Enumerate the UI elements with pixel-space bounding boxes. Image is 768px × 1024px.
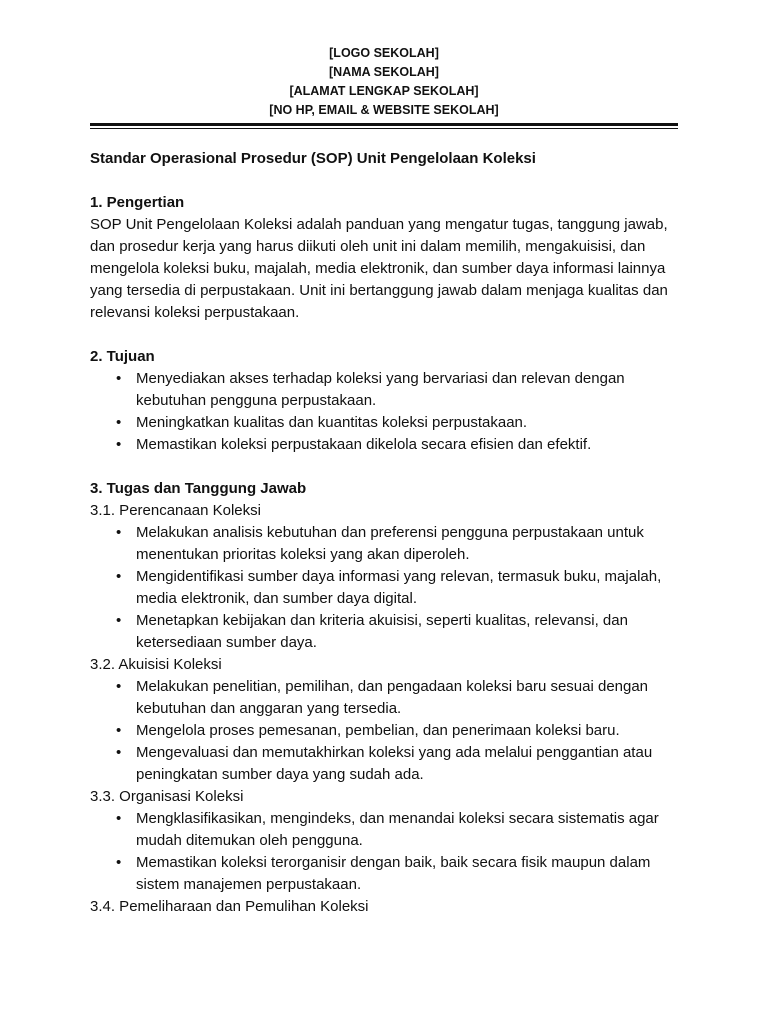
subsection-title-organisasi: 3.3. Organisasi Koleksi bbox=[90, 788, 244, 805]
list-item: • Meningkatkan kualitas dan kuantitas koleksi perpustakaan. bbox=[136, 412, 680, 434]
document-body bbox=[90, 148, 680, 918]
section-heading-pengertian: 1. Pengertian bbox=[90, 194, 185, 211]
letterhead bbox=[90, 44, 678, 120]
letterhead-divider-thick bbox=[90, 123, 678, 126]
organisasi-list bbox=[90, 808, 680, 896]
list-item: • Mengelola proses pemesanan, pembelian, dan penerimaan koleksi baru. bbox=[136, 720, 680, 742]
list-item: • Mengidentifikasi sumber daya informasi yang relevan, termasuk buku, majalah, media elektronik, dan sumber daya digital. bbox=[136, 566, 680, 610]
letterhead-school-name: [NAMA SEKOLAH] bbox=[329, 65, 439, 79]
subsection-title-pemeliharaan: 3.4. Pemeliharaan dan Pemulihan Koleksi bbox=[90, 898, 369, 915]
subsection-title-perencanaan: 3.1. Perencanaan Koleksi bbox=[90, 502, 261, 519]
list-item: • Memastikan koleksi terorganisir dengan baik, baik secara fisik maupun dalam sistem manajemen perpustakaan. bbox=[136, 852, 680, 896]
list-item: • Melakukan analisis kebutuhan dan preferensi pengguna perpustakaan untuk menentukan prioritas koleksi yang akan diperoleh. bbox=[136, 522, 680, 566]
letterhead-divider-thin bbox=[90, 128, 678, 129]
letterhead-address: [ALAMAT LENGKAP SEKOLAH] bbox=[289, 84, 479, 98]
list-item: • Menyediakan akses terhadap koleksi yang bervariasi dan relevan dengan kebutuhan pengguna perpustakaan. bbox=[136, 368, 680, 412]
perencanaan-list bbox=[90, 522, 680, 654]
list-item: • Menetapkan kebijakan dan kriteria akuisisi, seperti kualitas, relevansi, dan ketersediaan sumber daya. bbox=[136, 610, 680, 654]
tujuan-list bbox=[90, 368, 680, 456]
list-item: • Melakukan penelitian, pemilihan, dan pengadaan koleksi baru sesuai dengan kebutuhan dan anggaran yang tersedia. bbox=[136, 676, 680, 720]
section-heading-tugas: 3. Tugas dan Tanggung Jawab bbox=[90, 480, 307, 497]
list-item: • Mengevaluasi dan memutakhirkan koleksi yang ada melalui penggantian atau peningkatan sumber daya yang sudah ada. bbox=[136, 742, 680, 786]
letterhead-logo-placeholder: [LOGO SEKOLAH] bbox=[329, 46, 439, 60]
section-heading-tujuan: 2. Tujuan bbox=[90, 348, 155, 365]
list-item: • Mengklasifikasikan, mengindeks, dan menandai koleksi secara sistematis agar mudah ditemukan oleh pengguna. bbox=[136, 808, 680, 852]
document-title: Standar Operasional Prosedur (SOP) Unit Pengelolaan Koleksi bbox=[90, 150, 536, 167]
subsection-title-akuisisi: 3.2. Akuisisi Koleksi bbox=[90, 656, 222, 673]
list-item: • Memastikan koleksi perpustakaan dikelola secara efisien dan efektif. bbox=[136, 434, 680, 456]
letterhead-contact: [NO HP, EMAIL & WEBSITE SEKOLAH] bbox=[269, 103, 499, 117]
section-body-pengertian: SOP Unit Pengelolaan Koleksi adalah panduan yang mengatur tugas, tanggung jawab, dan prosedur kerja yang harus diikuti oleh unit ini dalam memilih, mengakuisisi, dan mengelola koleksi buku, majalah, media elektronik, dan sumber daya informasi lainnya yang tersedia di perpustakaan. Unit ini bertanggung jawab dalam menjaga kualitas dan relevansi koleksi perpustakaan. bbox=[90, 216, 668, 321]
akuisisi-list bbox=[90, 676, 680, 786]
